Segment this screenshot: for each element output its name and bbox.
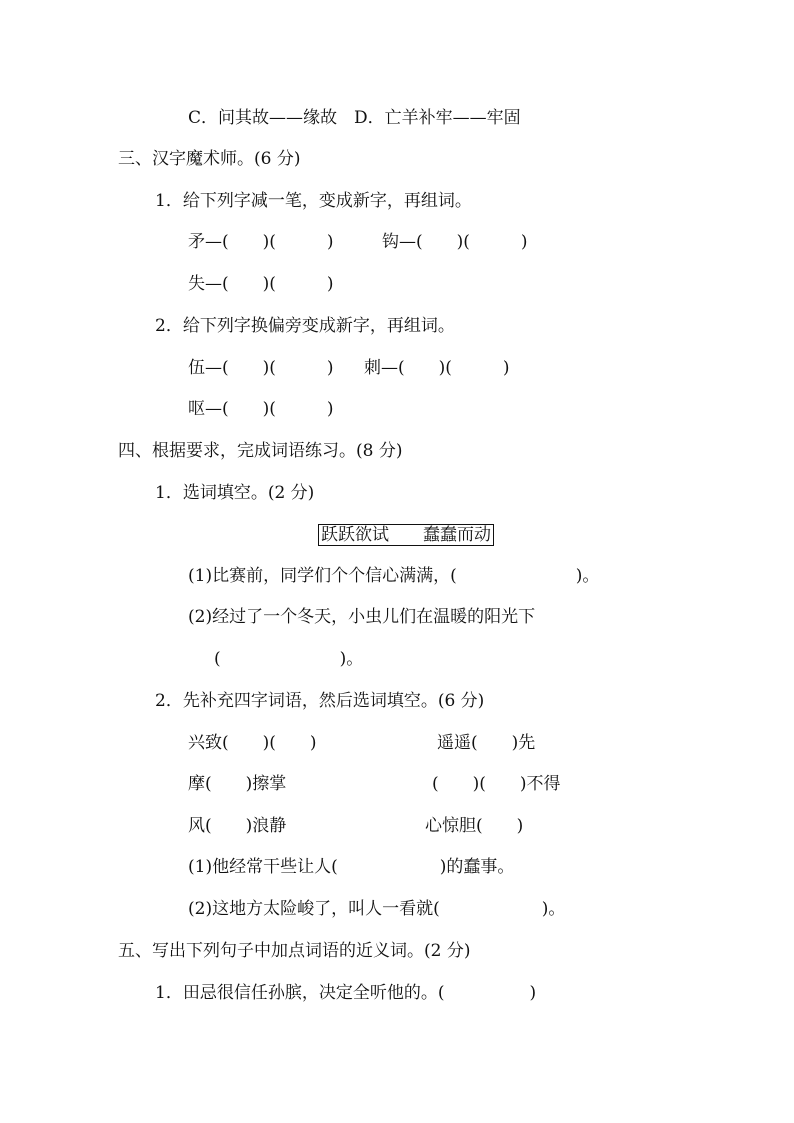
sec3-q2-row1a: 伍—( )( ) xyxy=(188,358,334,378)
sec3-q1-row1a: 矛—( )( ) xyxy=(188,232,334,252)
section-5-title: 五、写出下列句子中加点词语的近义词。(2 分) xyxy=(118,941,471,961)
sec4-q2-s1: (1)他经常干些让人( )的蠢事。 xyxy=(188,857,515,877)
sec4-q2-w5: 风( )浪静 xyxy=(188,816,287,836)
sec3-q1-prompt: 1．给下列字减一笔，变成新字，再组词。 xyxy=(155,191,472,211)
sec4-q1-options: 跃跃欲试 蠢蠢而动 xyxy=(318,524,494,546)
sec4-q2-s2: (2)这地方太险峻了，叫人一看就( )。 xyxy=(188,899,566,919)
sec4-q2-w1: 兴致( )( ) xyxy=(188,733,317,753)
sec4-q2-w4: ( )( )不得 xyxy=(432,774,561,794)
sec4-q1-prompt: 1．选词填空。(2 分) xyxy=(155,483,315,503)
sec4-q1-s2b: ( )。 xyxy=(214,649,364,669)
sec4-q2-prompt: 2．先补充四字词语，然后选词填空。(6 分) xyxy=(155,691,485,711)
section-4-title: 四、根据要求，完成词语练习。(8 分) xyxy=(118,441,403,461)
sec3-q2-row1b: 刺—( )( ) xyxy=(364,358,510,378)
sec4-q2-w3: 摩( )擦掌 xyxy=(188,774,287,794)
sec3-q1-row1b: 钩—( )( ) xyxy=(382,232,528,252)
sec4-q2-w2: 遥遥( )先 xyxy=(437,733,536,753)
sec4-q1-s2: (2)经过了一个冬天，小虫儿们在温暖的阳光下 xyxy=(188,607,536,627)
sec4-q1-s1: (1)比赛前，同学们个个信心满满，( )。 xyxy=(188,566,600,586)
section-3-title: 三、汉字魔术师。(6 分) xyxy=(118,149,301,169)
sec3-q2-prompt: 2．给下列字换偏旁变成新字，再组词。 xyxy=(155,316,455,336)
sec3-q2-row2: 呕—( )( ) xyxy=(188,399,334,419)
sec3-q1-row2: 失—( )( ) xyxy=(188,274,334,294)
sec4-q2-w6: 心惊胆( ) xyxy=(425,816,524,836)
sec5-q1: 1．田忌很信任孙膑，决定全听他的。( ) xyxy=(155,983,537,1003)
line-cd: C．问其故——缘故 D．亡羊补牢——牢固 xyxy=(188,108,521,128)
